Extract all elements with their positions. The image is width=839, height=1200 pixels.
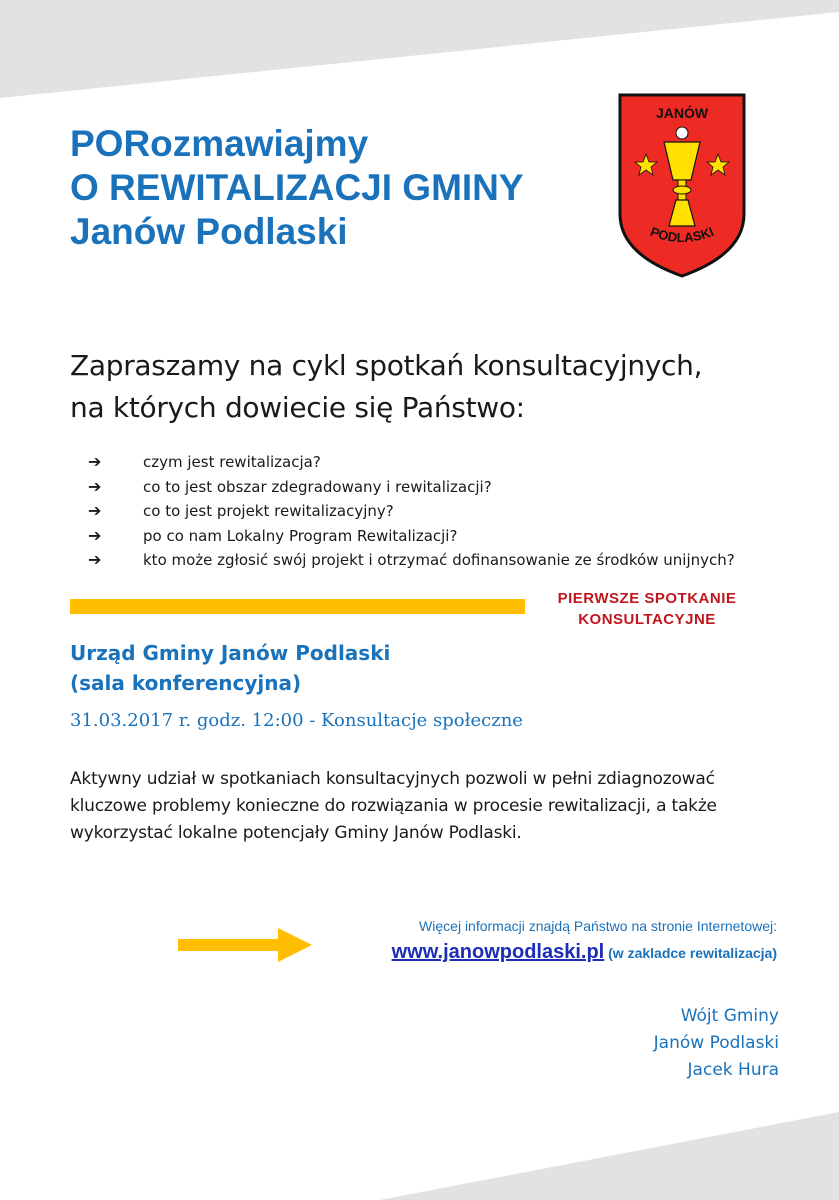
paragraph-line-3: wykorzystać lokalne potencjały Gminy Janów Podlaski. [70,823,522,843]
first-meeting-label [532,588,762,630]
signature-line-3: Jacek Hura [687,1060,779,1080]
signature-line-2: Janów Podlaski [653,1033,779,1053]
arrow-right-icon: ➔ [88,501,102,520]
crest-bottom-text: PODLASKI [648,223,716,246]
list-item [88,548,735,573]
first-meeting-line-1: PIERWSZE SPOTKANIE [557,590,737,607]
question-text: co to jest projekt rewitalizacyjny? [143,502,394,520]
list-item [88,499,735,524]
signature-line-1: Wójt Gminy [680,1006,779,1026]
first-meeting-line-2: KONSULTACYJNE [578,611,716,628]
venue-line-1: Urząd Gminy Janów Podlaski [70,641,391,665]
list-item [88,450,735,475]
paragraph-line-1: Aktywny udział w spotkaniach konsultacyjnych pozwoli w pełni zdiagnozować [70,769,715,789]
invitation-line-1: Zapraszamy na cykl spotkań konsultacyjnych, [70,349,703,382]
title-line-1: PORozmawiajmy [70,123,369,164]
question-text: po co nam Lokalny Program Rewitalizacji? [143,526,458,545]
arrow-right-icon: ➔ [88,452,102,471]
yellow-divider-bar [70,599,525,614]
meeting-venue [70,638,390,698]
arrow-right-icon: ➔ [88,550,102,569]
description-paragraph [70,766,782,847]
crest-top-text: JANÓW [655,105,709,121]
website-note: (w zakladce rewitalizacja) [604,945,777,961]
page-title [70,122,524,254]
title-line-3: Janów Podlaski [70,211,348,252]
invitation-text [70,345,702,429]
signature-block [560,1003,779,1084]
website-line [300,941,777,964]
question-text: kto może zgłosić swój projekt i otrzymać dofinansowanie ze środków unijnych? [143,551,735,569]
yellow-arrow-icon [178,925,313,965]
venue-line-2: (sala konferencyjna) [70,671,302,695]
more-info-text: Więcej informacji znajdą Państwo na stronie Internetowej: [419,918,777,934]
website-link[interactable]: www.janowpodlaski.pl [391,941,605,963]
meeting-datetime: 31.03.2017 r. godz. 12:00 - Konsultacje społeczne [70,710,523,731]
list-item [88,475,735,500]
arrow-right-icon: ➔ [88,525,102,545]
title-line-2: O REWITALIZACJI GMINY [70,167,524,208]
arrow-right-icon: ➔ [88,476,102,496]
question-text: co to jest obszar zdegradowany i rewitalizacji? [143,477,492,496]
invitation-line-2: na których dowiecie się Państwo: [70,391,525,424]
question-text: czym jest rewitalizacja? [143,453,321,471]
questions-list [88,450,735,573]
paragraph-line-2: kluczowe problemy konieczne do rozwiązania w procesie rewitalizacji, a także [70,796,717,816]
coat-of-arms-crest [617,92,747,280]
list-item [88,524,735,549]
